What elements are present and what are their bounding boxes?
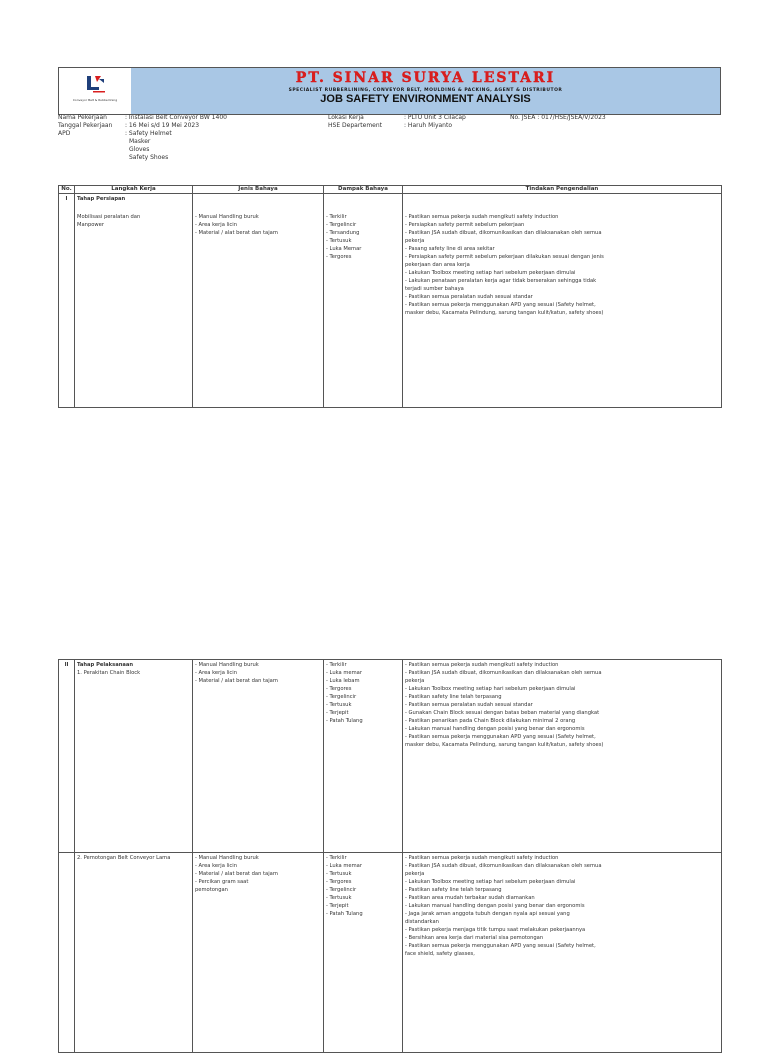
control-list	[405, 854, 605, 958]
stage-title: Tahap Persiapan	[77, 196, 126, 202]
list-item: - Manual Handling buruk	[195, 662, 259, 668]
list-item: - Pastikan semua pekerja sudah mengikuti safety induction	[405, 855, 559, 861]
logo-icon	[85, 74, 107, 94]
nama-value: : Instalasi Belt Conveyor BW 1400	[125, 114, 227, 121]
jsea-label: No. JSEA :	[510, 114, 540, 121]
apd-value: Gloves	[129, 146, 150, 153]
list-item: - Pastikan semua peralatan sudah sesuai standar	[405, 702, 533, 708]
work-step: 1. Perakitan Chain Block	[77, 670, 141, 676]
list-item: - Tergelincir	[326, 222, 357, 228]
list-item: - Pastikan JSA sudah dibuat, dikomunikasikan dan dilaksanakan oleh semua pekerja	[405, 670, 602, 684]
table-row	[59, 853, 722, 1053]
apd-label: APD	[58, 130, 71, 137]
list-item: - Terjepit	[326, 710, 349, 716]
list-item: - Lakukan manual handling dengan posisi yang benar dan ergonomis	[405, 726, 585, 732]
list-item: - Tertusuk	[326, 871, 352, 877]
info-labels	[58, 114, 128, 138]
list-item: - Luka memar	[326, 670, 362, 676]
company-tagline: SPECIALIST RUBBERLINING, CONVEYOR BELT, MOULDING & PACKING, AGENT & DISTRIBUTOR	[288, 88, 563, 93]
tanggal-value: : 16 Mei s/d 19 Mei 2023	[125, 122, 200, 129]
work-step: Mobilisasi peralatan dan Manpower	[77, 214, 141, 228]
list-item: - Pastikan area mudah terbakar sudah diamankan	[405, 895, 535, 901]
list-item: - Jaga jarak aman anggota tubuh dengan nyala api sesuai yang distandarkan	[405, 911, 570, 925]
control-cell	[403, 194, 722, 408]
hazard-list	[195, 213, 321, 237]
list-item: - Tertusuk	[326, 895, 352, 901]
control-list	[405, 213, 605, 317]
col-header-langkah: Langkah Kerja	[75, 186, 193, 194]
jsa-table-2	[58, 659, 722, 1053]
work-step-cell	[75, 660, 193, 853]
list-item: - Pastikan JSA sudah dibuat, dikomunikasikan dan dilaksanakan oleh semua pekerja	[405, 230, 602, 244]
control-cell	[403, 853, 722, 1053]
hazard-cell	[193, 660, 324, 853]
lokasi-value: : PLTU Unit 3 Cilacap	[404, 114, 466, 121]
info-labels-right	[328, 114, 408, 130]
work-step: 2. Pemotongan Belt Conveyor Lama	[77, 855, 171, 861]
list-item: - Luka memar	[326, 863, 362, 869]
list-item: - Terjepit	[326, 903, 349, 909]
hazard-cell	[193, 194, 324, 408]
list-item: - Luka lebam	[326, 678, 360, 684]
list-item: - Patah Tulang	[326, 911, 363, 917]
list-item: - Bersihkan area kerja dari material sisa pemotongan	[405, 935, 544, 941]
list-item: - Tergelincir	[326, 694, 357, 700]
list-item: - Tergores	[326, 686, 352, 692]
company-logo	[59, 68, 132, 114]
company-name: PT. SINAR SURYA LESTARI	[295, 70, 556, 86]
list-item: - Lakukan penataan peralatan kerja agar tidak berserakan sehingga tidak terjadi sumber bahaya	[405, 278, 597, 292]
list-item: - Pastikan JSA sudah dibuat, dikomunikasikan dan dilaksanakan oleh semua pekerja	[405, 863, 602, 877]
impact-list	[326, 854, 400, 918]
row-number: II	[59, 660, 75, 853]
list-item: - Gunakan Chain Block sesuai dengan batas beban material yang diangkat	[405, 710, 600, 716]
list-item: - Pastikan safety line telah terpasang	[405, 694, 502, 700]
list-item: - Manual Handling buruk	[195, 855, 259, 861]
list-item: - Persiapkan safety permit sebelum pekerjaan dilakukan sesuai dengan jenis pekerjaan dan area kerja	[405, 254, 604, 268]
list-item: - Lakukan Toolbox meeting setiap hari sebelum pekerjaan dimulai	[405, 879, 576, 885]
impact-list	[326, 213, 400, 261]
list-item: - Persiapkan safety permit sebelum pekerjaan	[405, 222, 525, 228]
lokasi-label: Lokasi Kerja	[328, 114, 364, 121]
list-item: - Manual Handling buruk	[195, 214, 259, 220]
impact-list	[326, 661, 400, 725]
col-header-dampak: Dampak Bahaya	[324, 186, 403, 194]
list-item: - Pastikan semua pekerja menggunakan APD yang sesuai (Safety helmet, face shield, safety glasses,	[405, 943, 596, 957]
row-number: I	[59, 194, 75, 408]
list-item: - Lakukan Toolbox meeting setiap hari sebelum pekerjaan dimulai	[405, 270, 576, 276]
control-list	[405, 661, 605, 749]
list-item: - Pastikan semua pekerja sudah mengikuti safety induction	[405, 214, 559, 220]
logo-caption: Conveyor Belt & Rubberlining	[72, 98, 118, 102]
info-values-right	[404, 114, 514, 130]
list-item: - Pastikan semua peralatan sudah sesuai standar	[405, 294, 533, 300]
impact-cell	[324, 660, 403, 853]
list-item: - Pastikan semua pekerja sudah mengikuti safety induction	[405, 662, 559, 668]
hazard-list	[195, 661, 321, 685]
jsea-number	[510, 114, 660, 122]
list-item: - Percikan gram saat pemotongan	[195, 879, 249, 893]
list-item: - Pastikan safety line telah terpasang	[405, 887, 502, 893]
stage-title: Tahap Pelaksanaan	[77, 662, 134, 668]
list-item: - Tersandung	[326, 230, 360, 236]
table-row	[59, 660, 722, 853]
table-header-row	[59, 186, 722, 194]
list-item: - Tertusuk	[326, 702, 352, 708]
list-item: - Terkilir	[326, 855, 347, 861]
list-item: - Tertusuk	[326, 238, 352, 244]
document-header	[58, 67, 721, 115]
apd-value: Safety Shoes	[129, 154, 169, 161]
impact-cell	[324, 853, 403, 1053]
hazard-cell	[193, 853, 324, 1053]
hse-label: HSE Departement	[328, 122, 383, 129]
col-header-jenis: Jenis Bahaya	[193, 186, 324, 194]
list-item: - Tergelincir	[326, 887, 357, 893]
list-item: - Luka Memar	[326, 246, 362, 252]
list-item: - Pastikan pekerja menjaga titik tumpu saat melakukan pekerjaannya	[405, 927, 586, 933]
hazard-list	[195, 854, 321, 894]
control-cell	[403, 660, 722, 853]
info-values	[125, 114, 305, 162]
list-item: - Lakukan manual handling dengan posisi yang benar dan ergonomis	[405, 903, 585, 909]
list-item: - Pasang safety line di area sekitar	[405, 246, 495, 252]
list-item: - Patah Tulang	[326, 718, 363, 724]
list-item: - Material / alat berat dan tajam	[195, 678, 278, 684]
list-item: - Lakukan Toolbox meeting setiap hari sebelum pekerjaan dimulai	[405, 686, 576, 692]
list-item: - Pastikan semua pekerja menggunakan APD yang sesuai (Safety helmet, masker debu, Kacamata Pelindung, sarung tangan kulit/katun, safety shoes)	[405, 302, 604, 316]
impact-cell	[324, 194, 403, 408]
tanggal-label: Tanggal Pekerjaan	[58, 122, 113, 129]
jsea-value: 017/HSE/JSEA/V/2023	[541, 114, 606, 121]
apd-value: : Safety Helmet	[125, 130, 172, 137]
title-cell	[131, 68, 720, 114]
nama-label: Nama Pekerjaan	[58, 114, 107, 121]
row-number-empty	[59, 853, 75, 1053]
apd-value: Masker	[129, 138, 151, 145]
list-item: - Material / alat berat dan tajam	[195, 871, 278, 877]
list-item: - Tergores	[326, 254, 352, 260]
work-step-cell	[75, 194, 193, 408]
list-item: - Pastikan semua pekerja menggunakan APD yang sesuai (Safety helmet, masker debu, Kacamata Pelindung, sarung tangan kulit/katun, safety shoes)	[405, 734, 604, 748]
hse-value: : Haruh Miyanto	[404, 122, 452, 129]
list-item: - Tergores	[326, 879, 352, 885]
list-item: - Area kerja licin	[195, 863, 237, 869]
list-item: - Pastikan penarikan pada Chain Block dilakukan minimal 2 orang	[405, 718, 576, 724]
list-item: - Terkilir	[326, 662, 347, 668]
jsa-table-1	[58, 185, 722, 408]
work-step-cell	[75, 853, 193, 1053]
document-title: JOB SAFETY ENVIRONMENT ANALYSIS	[320, 93, 531, 105]
col-header-no: No.	[59, 186, 75, 194]
table-row	[59, 194, 722, 408]
list-item: - Terkilir	[326, 214, 347, 220]
col-header-tindakan: Tindakan Pengendalian	[403, 186, 722, 194]
list-item: - Area kerja licin	[195, 222, 237, 228]
list-item: - Area kerja licin	[195, 670, 237, 676]
list-item: - Material / alat berat dan tajam	[195, 230, 278, 236]
